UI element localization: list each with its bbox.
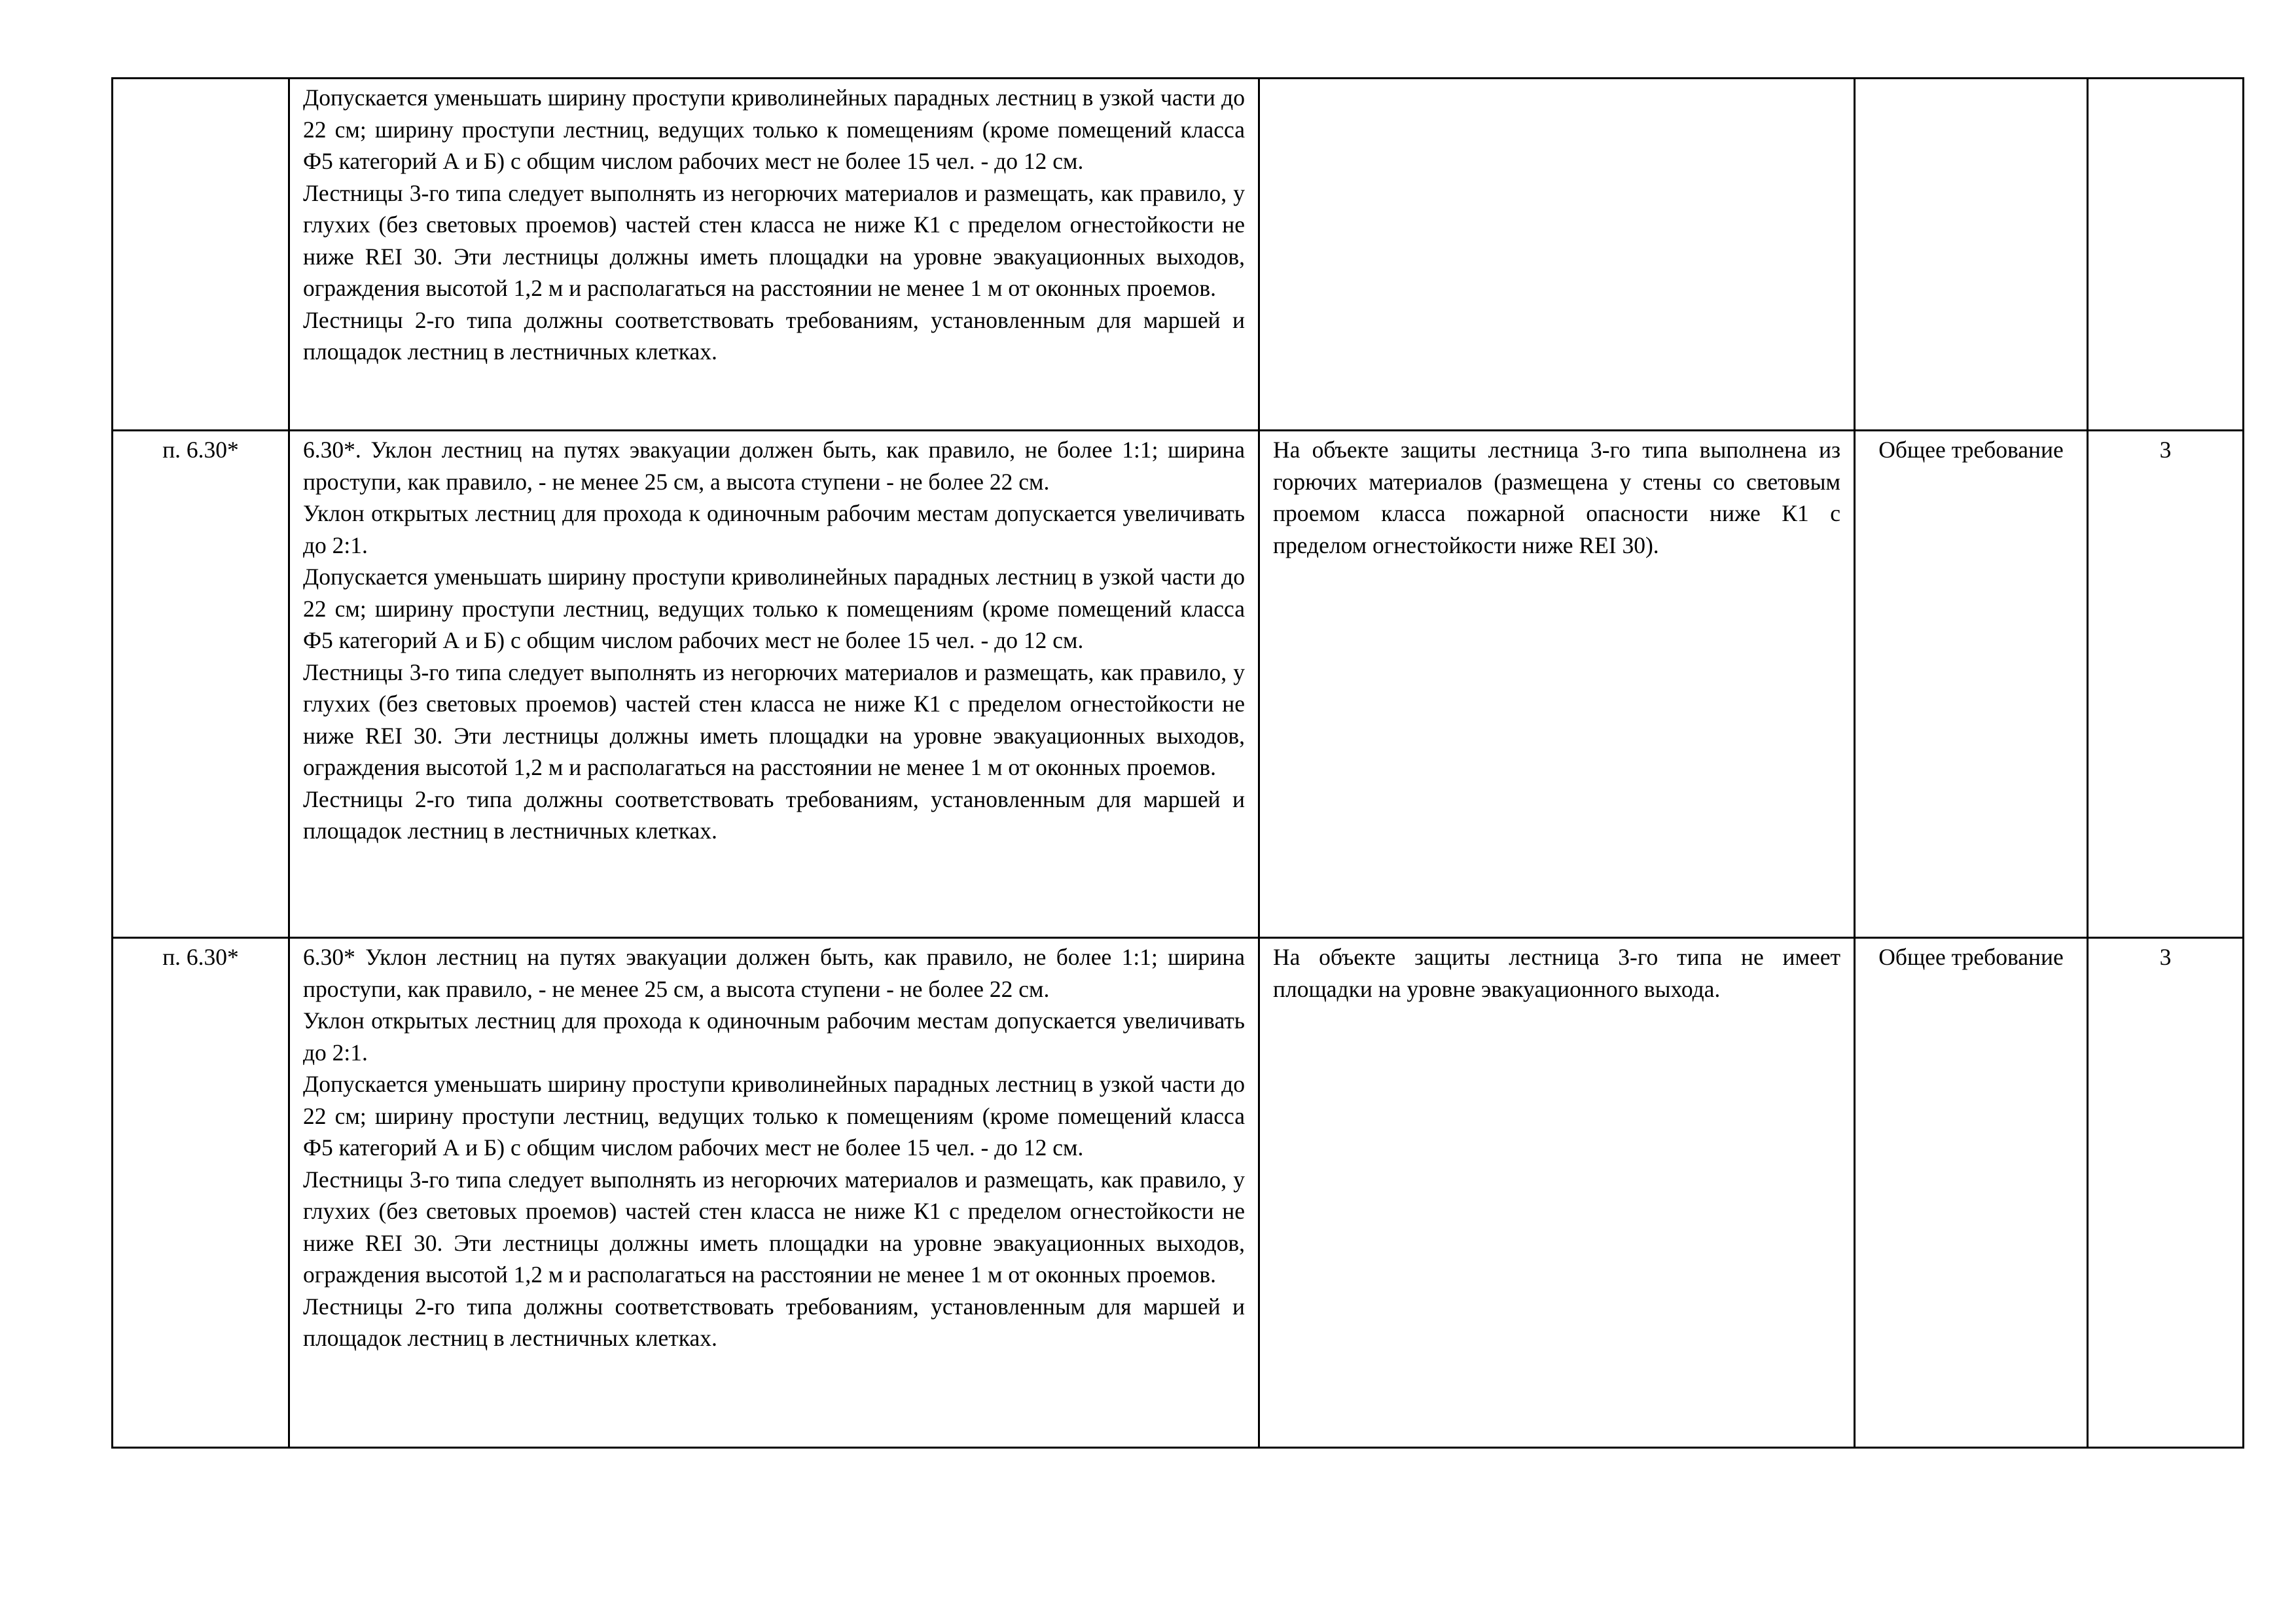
requirement-text-cell — [289, 938, 1259, 1448]
requirement-paragraph: Лестницы 2-го типа должны соответствовать требованиям, установленным для маршей и площадок лестниц в лестничных клетках. — [303, 306, 1245, 365]
requirement-paragraph: Лестницы 3-го типа следует выполнять из негорючих материалов и размещать, как правило, у глухих (без световых проемов) частей стен класса не ниже К1 с пределом огнестойкости не ниже REI 30. Эти лестницы должны иметь площадки на уровне эвакуационных выходов, ограждения высотой 1,2 м и располагаться на расстоянии не менее 1 м от оконных проемов. — [303, 1166, 1245, 1288]
requirement-paragraph: Лестницы 2-го типа должны соответствовать требованиям, установленным для маршей и площадок лестниц в лестничных клетках. — [303, 785, 1245, 844]
requirement-paragraph: Допускается уменьшать ширину проступи криволинейных парадных лестниц в узкой части до 22 см; ширину проступи лестниц, ведущих только к помещениям (кроме помещений класса Ф5 категорий А и Б) с общим числом рабочих мест не более 15 чел. - до 12 см. — [303, 84, 1245, 174]
category-cell — [1855, 79, 2088, 431]
clause-cell: п. 6.30* — [113, 938, 289, 1448]
category-cell: Общее требование — [1855, 431, 2088, 938]
violation-cell: На объекте защиты лестница 3-го типа выполнена из горючих материалов (размещена у стены со световым проемом класса пожарной опасности ниже К1 с пределом огнестойкости ниже REI 30). — [1259, 431, 1855, 938]
table-row — [113, 938, 2244, 1448]
requirements-table — [111, 77, 2244, 1449]
requirement-paragraph: Уклон открытых лестниц для прохода к одиночным рабочим местам допускается увеличивать до 2:1. — [303, 1007, 1245, 1066]
clause-cell: п. 6.30* — [113, 431, 289, 938]
clause-cell — [113, 79, 289, 431]
table-row — [113, 79, 2244, 431]
requirement-paragraph: Лестницы 3-го типа следует выполнять из негорючих материалов и размещать, как правило, у глухих (без световых проемов) частей стен класса не ниже К1 с пределом огнестойкости не ниже REI 30. Эти лестницы должны иметь площадки на уровне эвакуационных выходов, ограждения высотой 1,2 м и располагаться на расстоянии не менее 1 м от оконных проемов. — [303, 179, 1245, 301]
requirement-paragraph: Уклон открытых лестниц для прохода к одиночным рабочим местам допускается увеличивать до 2:1. — [303, 500, 1245, 558]
requirement-paragraph: Лестницы 2-го типа должны соответствовать требованиям, установленным для маршей и площадок лестниц в лестничных клетках. — [303, 1293, 1245, 1351]
requirement-text-cell — [289, 431, 1259, 938]
level-cell: 3 — [2088, 431, 2244, 938]
table-row — [113, 431, 2244, 938]
requirement-paragraph: 6.30* Уклон лестниц на путях эвакуации должен быть, как правило, не более 1:1; ширина проступи, как правило, - не менее 25 см, а высота ступени - не более 22 см. — [303, 944, 1245, 1002]
level-cell: 3 — [2088, 938, 2244, 1448]
violation-cell — [1259, 79, 1855, 431]
category-cell: Общее требование — [1855, 938, 2088, 1448]
violation-cell: На объекте защиты лестница 3-го типа не имеет площадки на уровне эвакуационного выхода. — [1259, 938, 1855, 1448]
requirement-paragraph: 6.30*. Уклон лестниц на путях эвакуации должен быть, как правило, не более 1:1; ширина проступи, как правило, - не менее 25 см, а высота ступени - не более 22 см. — [303, 437, 1245, 495]
requirement-paragraph: Допускается уменьшать ширину проступи криволинейных парадных лестниц в узкой части до 22 см; ширину проступи лестниц, ведущих только к помещениям (кроме помещений класса Ф5 категорий А и Б) с общим числом рабочих мест не более 15 чел. - до 12 см. — [303, 1071, 1245, 1161]
requirement-paragraph: Лестницы 3-го типа следует выполнять из негорючих материалов и размещать, как правило, у глухих (без световых проемов) частей стен класса не ниже К1 с пределом огнестойкости не ниже REI 30. Эти лестницы должны иметь площадки на уровне эвакуационных выходов, ограждения высотой 1,2 м и располагаться на расстоянии не менее 1 м от оконных проемов. — [303, 659, 1245, 780]
requirement-text-cell — [289, 79, 1259, 431]
level-cell — [2088, 79, 2244, 431]
requirement-paragraph: Допускается уменьшать ширину проступи криволинейных парадных лестниц в узкой части до 22 см; ширину проступи лестниц, ведущих только к помещениям (кроме помещений класса Ф5 категорий А и Б) с общим числом рабочих мест не более 15 чел. - до 12 см. — [303, 564, 1245, 653]
